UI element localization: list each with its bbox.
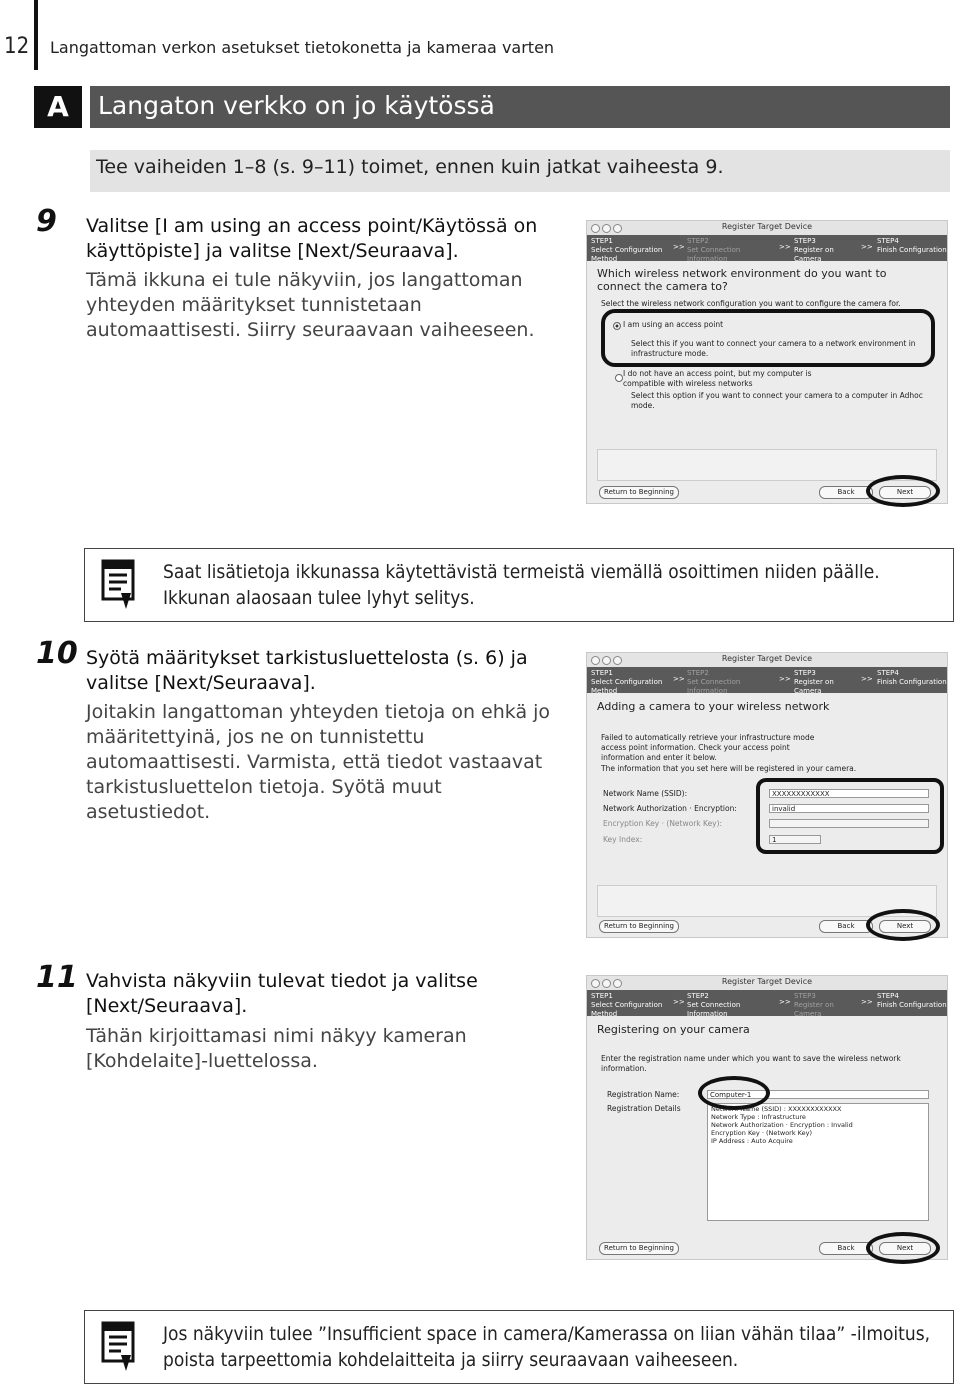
highlight-frame — [756, 778, 944, 854]
step-arrow: >> — [779, 998, 791, 1006]
section-title: Langaton verkko on jo käytössä — [90, 86, 950, 128]
key-label: Encryption Key · (Network Key): — [603, 819, 723, 828]
next-button[interactable]: Next — [879, 486, 931, 499]
option-adhoc-desc: Select this option if you want to connect your camera to a computer in Adhoc mode. — [631, 391, 923, 410]
memo-icon — [101, 1321, 137, 1373]
step-arrow: >> — [861, 998, 873, 1006]
details-line: Encryption Key · (Network Key) — [711, 1129, 813, 1137]
page-header: Langattoman verkon asetukset tietokonetta ja kameraa varten — [50, 38, 555, 57]
details-line: IP Address : Auto Acquire — [711, 1137, 793, 1145]
dialog-question: Which wireless network environment do you want to connect the camera to? — [597, 267, 887, 293]
step2-label: STEP2 Set Connection Information — [687, 992, 741, 1018]
details-line: Network Authorization · Encryption : Invalid — [711, 1121, 853, 1129]
step-arrow: >> — [673, 998, 685, 1006]
step-heading: Valitse [I am using an access point/Käytössä on käyttöpiste] ja valitse [Next/Seuraava]. — [86, 215, 538, 262]
back-button[interactable]: Back — [819, 486, 873, 499]
window-title: Register Target Device — [721, 977, 813, 986]
step-body: Joitakin langattoman yhteyden tietoja on ehkä jo määritettyinä, jos ne on tunnistettu automaattisesti. Varmista, että tiedot vastaavat tarkistusluettelon tietoja. Syötä muut asetustiedot. — [86, 701, 551, 823]
step-number: 10 — [36, 636, 78, 671]
ssid-label: Network Name (SSID): — [603, 789, 688, 798]
option-adhoc-label[interactable]: I do not have an access point, but my computer is compatible with wireless networks — [623, 369, 812, 388]
dialog-heading: Adding a camera to your wireless network — [597, 700, 830, 713]
page-number: 12 — [4, 34, 30, 59]
info-message: The information that you set here will be registered in your camera. — [601, 764, 857, 773]
highlight-next-oval — [866, 1232, 940, 1264]
step4-label: STEP4 Finish Configuration — [877, 237, 947, 254]
details-line: Network Type : Infrastructure — [711, 1113, 806, 1121]
step4-label: STEP4 Finish Configuration — [877, 669, 947, 686]
wizard-steps — [587, 667, 947, 693]
prerequisite-banner: Tee vaiheiden 1–8 (s. 9–11) toimet, ennen kuin jatkat vaiheesta 9. — [90, 150, 950, 192]
dialog-instruction: Enter the registration name under which you want to save the wireless network information. — [601, 1054, 901, 1073]
step-arrow: >> — [861, 243, 873, 251]
step-heading: Vahvista näkyviin tulevat tiedot ja valitse [Next/Seuraava]. — [86, 970, 478, 1017]
window-title: Register Target Device — [721, 654, 813, 663]
failed-message: Failed to automatically retrieve your infrastructure mode access point information. Check your access point information and enter it below. — [601, 733, 815, 762]
step3-label: STEP3 Register on Camera — [794, 669, 834, 695]
step2-label: STEP2 Set Connection Information — [687, 669, 741, 695]
window-titlebar — [587, 653, 947, 668]
highlight-next-oval — [866, 909, 940, 941]
highlight-frame — [601, 309, 935, 367]
step1-label: STEP1 Select Configuration Method — [591, 669, 663, 695]
step-arrow: >> — [861, 675, 873, 683]
step2-label: STEP2 Set Connection Information — [687, 237, 741, 263]
return-to-beginning-button[interactable]: Return to Beginning — [599, 920, 679, 933]
keyindex-select[interactable]: 1 — [769, 835, 821, 844]
window-titlebar — [587, 976, 947, 991]
auth-label: Network Authorization · Encryption: — [603, 804, 737, 813]
step-arrow: >> — [779, 675, 791, 683]
step3-label: STEP3 Register on Camera — [794, 992, 834, 1018]
step-number: 11 — [36, 960, 78, 995]
highlight-regname-oval — [698, 1076, 770, 1110]
section-letter: A — [34, 86, 82, 128]
note-text: Saat lisätietoja ikkunassa käytettävistä termeistä viemällä osoittimen niiden päälle. Ikkunan alaosaan tulee lyhyt selitys. — [163, 561, 880, 609]
step-body: Tähän kirjoittamasi nimi näkyy kameran [Kohdelaite]-luettelossa. — [86, 1025, 467, 1072]
next-button[interactable]: Next — [879, 920, 931, 933]
option-access-point-label[interactable]: I am using an access point — [623, 320, 724, 329]
note-text: Jos näkyviin tulee ”Insufficient space in camera/Kamerassa on liian vähän tilaa” -ilmoitus, poista tarpeettomia kohdelaitteita ja siirry seuraavaan vaiheeseen. — [163, 1323, 931, 1371]
auth-select[interactable]: invalid — [769, 804, 929, 813]
dialog-screenshot-3 — [586, 975, 948, 1260]
return-to-beginning-button[interactable]: Return to Beginning — [599, 1242, 679, 1255]
step-heading: Syötä määritykset tarkistusluettelosta (s. 6) ja valitse [Next/Seuraava]. — [86, 647, 528, 694]
note-box — [84, 548, 954, 622]
step-arrow: >> — [673, 243, 685, 251]
next-button[interactable]: Next — [879, 1242, 931, 1255]
header-divider — [34, 0, 38, 70]
step-arrow: >> — [673, 675, 685, 683]
window-title: Register Target Device — [721, 222, 813, 231]
window-titlebar — [587, 221, 947, 236]
details-line: Network Name (SSID) : XXXXXXXXXXXX — [711, 1105, 842, 1113]
wizard-steps — [587, 990, 947, 1016]
step3-label: STEP3 Register on Camera — [794, 237, 834, 263]
ssid-input[interactable]: XXXXXXXXXXXX — [769, 789, 929, 798]
back-button[interactable]: Back — [819, 920, 873, 933]
regname-input[interactable]: Computer-1 — [707, 1090, 929, 1099]
step-number: 9 — [36, 204, 57, 239]
step-arrow: >> — [779, 243, 791, 251]
note-box — [84, 1310, 954, 1384]
dialog-heading: Registering on your camera — [597, 1023, 750, 1036]
radio-no-access-point[interactable] — [615, 374, 623, 382]
dialog-instruction: Select the wireless network configuration you want to configure the camera for. — [601, 299, 901, 308]
back-button[interactable]: Back — [819, 1242, 873, 1255]
keyindex-label: Key Index: — [603, 835, 643, 844]
step-body: Tämä ikkuna ei tule näkyviin, jos langattoman yhteyden määritykset tunnistetaan automaattisesti. Siirry seuraavaan vaiheeseen. — [86, 269, 535, 341]
details-label: Registration Details — [607, 1104, 681, 1113]
wizard-steps — [587, 235, 947, 261]
regname-label: Registration Name: — [607, 1090, 680, 1099]
memo-icon — [101, 559, 137, 611]
option-access-point-desc: Select this if you want to connect your camera to a network environment in infrastructure mode. — [631, 339, 916, 358]
step1-label: STEP1 Select Configuration Method — [591, 237, 663, 263]
return-to-beginning-button[interactable]: Return to Beginning — [599, 486, 679, 499]
details-box[interactable] — [707, 1103, 929, 1221]
highlight-next-oval — [866, 475, 940, 507]
step1-label: STEP1 Select Configuration Method — [591, 992, 663, 1018]
step4-label: STEP4 Finish Configuration — [877, 992, 947, 1009]
